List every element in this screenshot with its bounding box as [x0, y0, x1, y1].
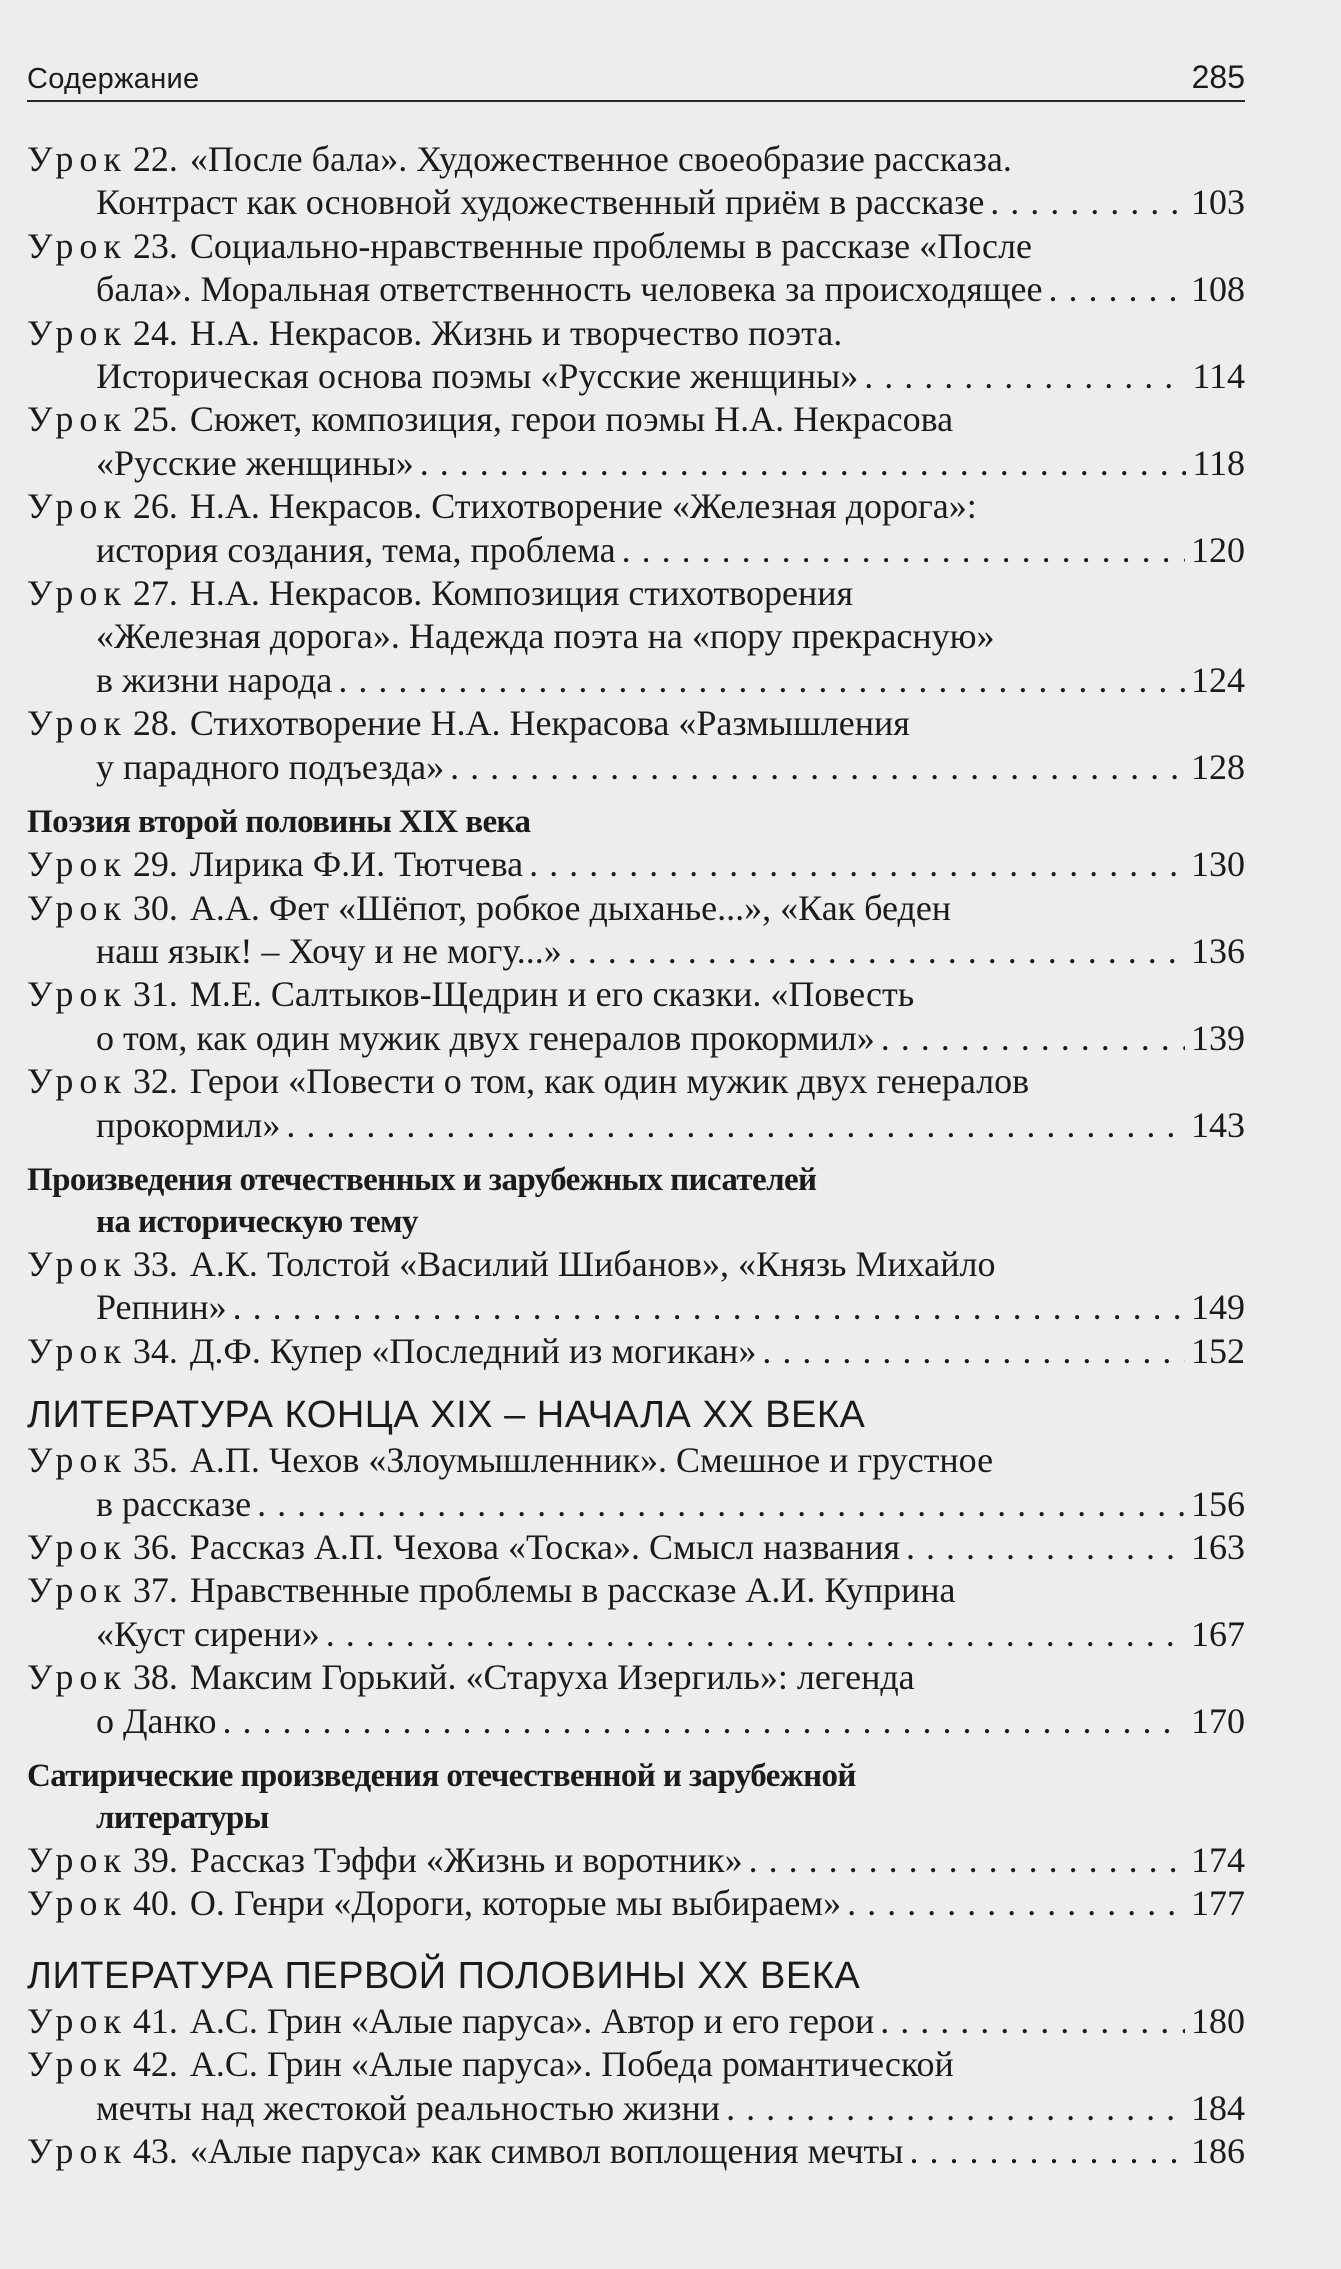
lesson-number: 38.: [132, 1657, 178, 1698]
subsection-heading: [27, 801, 1245, 843]
lesson-title-text: Герои «Повести о том, как один мужик двух генералов: [189, 1061, 1030, 1102]
lesson-title-text: Историческая основа поэмы «Русские женщины»: [96, 356, 859, 397]
toc-entry-line: [27, 1439, 1245, 1482]
subsection-heading-line: литературы: [96, 1800, 269, 1836]
toc-entry-line: [27, 1243, 1245, 1286]
entry-page-number: 174: [1191, 1840, 1245, 1880]
toc-entry: [27, 1526, 1245, 1569]
toc-entry-line: [27, 485, 1245, 528]
major-section-heading: ЛИТЕРАТУРА КОНЦА XIX – НАЧАЛА XX ВЕКА: [27, 1394, 866, 1437]
entry-page-number: 124: [1191, 659, 1245, 700]
toc-entry: [27, 1060, 1245, 1147]
lesson-label: Урок: [27, 2131, 127, 2172]
lesson-title-text: А.С. Грин «Алые паруса». Автор и его герои: [189, 2000, 875, 2041]
entry-page-number: 152: [1191, 1330, 1245, 1371]
toc-entry: [27, 2043, 1245, 2130]
toc-entry-line: [27, 843, 1245, 886]
toc-entry-line: [27, 529, 1245, 572]
lesson-number: 22.: [132, 139, 178, 179]
lesson-title-text: Н.А. Некрасов. Жизнь и творчество поэта.: [189, 312, 843, 353]
toc-entry: [27, 973, 1245, 1060]
toc-entry-line: [27, 268, 1245, 311]
toc-entry: [27, 572, 1245, 702]
lesson-label: Урок: [27, 2044, 127, 2085]
lesson-label: Урок: [27, 1330, 127, 1371]
toc-entry-line: [27, 973, 1245, 1016]
dot-leader: [864, 355, 1186, 398]
lesson-title-text: Максим Горький. «Старуха Изергиль»: легенда: [189, 1657, 915, 1698]
page-number: 285: [1191, 59, 1245, 95]
toc-entry-line: [27, 702, 1245, 745]
dot-leader: [847, 1882, 1185, 1925]
lesson-number: 41.: [132, 2000, 178, 2041]
entry-page-number: 143: [1191, 1104, 1245, 1145]
toc-entry-line: [27, 1330, 1245, 1373]
dot-leader: [762, 1330, 1185, 1373]
toc-entry-line: [27, 1483, 1245, 1526]
toc-entry-line: [27, 138, 1245, 181]
toc-entry: [27, 1656, 1245, 1743]
lesson-label: Урок: [27, 1657, 127, 1698]
entry-page-number: 180: [1191, 2000, 1245, 2041]
lesson-number: 28.: [132, 703, 178, 744]
lesson-label: Урок: [27, 844, 127, 885]
toc-entry: [27, 312, 1245, 399]
toc-entry-line: [27, 746, 1245, 789]
lesson-label: Урок: [27, 1840, 127, 1880]
lesson-title-text: бала». Моральная ответственность человека за происходящее: [96, 269, 1043, 310]
toc-entry-line: [27, 1882, 1245, 1925]
lesson-title-text: Социально-нравственные проблемы в рассказе «После: [189, 225, 1032, 266]
lesson-title-text: Рассказ Тэффи «Жизнь и воротник»: [189, 1840, 743, 1880]
dot-leader: [338, 659, 1185, 702]
lesson-title-text: Рассказ А.П. Чехова «Тоска». Смысл названия: [189, 1526, 901, 1567]
lesson-title-text: А.К. Толстой «Василий Шибанов», «Князь Михайло: [189, 1243, 996, 1284]
section-title: Содержание: [27, 63, 200, 95]
toc-entry-line: [27, 887, 1245, 930]
lesson-label: Урок: [27, 573, 127, 614]
dot-leader: [326, 1613, 1185, 1656]
lesson-number: 43.: [132, 2131, 178, 2172]
lesson-title-text: Контраст как основной художественный приём в рассказе: [96, 182, 985, 223]
toc-entry: [27, 887, 1245, 974]
toc-entry-line: [27, 1613, 1245, 1656]
dot-leader: [749, 1839, 1185, 1882]
dot-leader: [909, 2130, 1185, 2173]
lesson-number: 32.: [132, 1061, 178, 1102]
entry-page-number: 114: [1192, 356, 1245, 397]
toc-entry-line: [27, 1104, 1245, 1147]
toc-entry: [27, 1569, 1245, 1656]
table-of-contents: [27, 138, 1245, 2173]
entry-page-number: 130: [1191, 844, 1245, 885]
entry-page-number: 139: [1191, 1017, 1245, 1058]
lesson-title-text: о том, как один мужик двух генералов прокормил»: [96, 1017, 875, 1058]
toc-entry: [27, 1243, 1245, 1330]
toc-entry: [27, 702, 1245, 789]
dot-leader: [286, 1104, 1185, 1147]
toc-entry-line: [27, 442, 1245, 485]
lesson-number: 35.: [132, 1440, 178, 1481]
lesson-title-text: Н.А. Некрасов. Композиция стихотворения: [189, 573, 854, 614]
toc-entry-line: [27, 2000, 1245, 2043]
toc-entry: [27, 1439, 1245, 1526]
lesson-label: Урок: [27, 1061, 127, 1102]
lesson-number: 36.: [132, 1526, 178, 1567]
lesson-title-text: в рассказе: [96, 1483, 252, 1524]
lesson-label: Урок: [27, 1883, 127, 1924]
lesson-label: Урок: [27, 1243, 127, 1284]
lesson-title-text: Сюжет, композиция, герои поэмы Н.А. Некрасова: [189, 399, 954, 440]
entry-page-number: 120: [1191, 529, 1245, 570]
toc-entry-line: [27, 312, 1245, 355]
toc-entry-line: [27, 1526, 1245, 1569]
toc-entry-line: [27, 355, 1245, 398]
lesson-label: Урок: [27, 1526, 127, 1567]
toc-entry: [27, 485, 1245, 572]
dot-leader: [990, 181, 1185, 224]
dot-leader: [906, 1526, 1185, 1569]
dot-leader: [257, 1483, 1185, 1526]
lesson-label: Урок: [27, 1440, 127, 1481]
lesson-label: Урок: [27, 1570, 127, 1611]
lesson-number: 30.: [132, 887, 178, 928]
lesson-label: Урок: [27, 486, 127, 527]
dot-leader: [622, 529, 1185, 572]
lesson-title-text: прокормил»: [96, 1104, 281, 1145]
entry-page-number: 108: [1191, 269, 1245, 310]
dot-leader: [1049, 268, 1186, 311]
lesson-title-text: «После бала». Художественное своеобразие рассказа.: [189, 139, 1012, 179]
toc-entry-line: [27, 225, 1245, 268]
toc-entry-line: [27, 2130, 1245, 2173]
lesson-title-text: история создания, тема, проблема: [96, 529, 616, 570]
lesson-title-text: «Алые паруса» как символ воплощения мечты: [189, 2131, 904, 2172]
toc-entry-line: [27, 1060, 1245, 1103]
lesson-title-text: А.С. Грин «Алые паруса». Победа романтической: [189, 2044, 954, 2085]
toc-entry-line: [27, 398, 1245, 441]
lesson-title-text: о Данко: [96, 1700, 217, 1741]
dot-leader: [450, 746, 1185, 789]
lesson-label: Урок: [27, 399, 127, 440]
subsection-heading-line: Сатирические произведения отечественной и зарубежной: [27, 1758, 856, 1794]
lesson-number: 25.: [132, 399, 178, 440]
entry-page-number: 149: [1191, 1287, 1245, 1328]
entry-page-number: 167: [1191, 1613, 1245, 1654]
entry-page-number: 103: [1191, 182, 1245, 223]
dot-leader: [880, 2000, 1185, 2043]
lesson-title-text: мечты над жестокой реальностью жизни: [96, 2087, 721, 2128]
entry-page-number: 170: [1191, 1700, 1245, 1741]
lesson-label: Урок: [27, 703, 127, 744]
toc-entry: [27, 1882, 1245, 1925]
lesson-title-text: А.А. Фет «Шёпот, робкое дыханье...», «Как беден: [189, 887, 952, 928]
major-section-heading: ЛИТЕРАТУРА ПЕРВОЙ ПОЛОВИНЫ XX ВЕКА: [27, 1954, 861, 1997]
dot-leader: [726, 2087, 1185, 2130]
lesson-title-text: О. Генри «Дороги, которые мы выбираем»: [189, 1883, 842, 1924]
subsection-heading: [27, 1159, 1245, 1243]
running-header: [27, 52, 1245, 102]
entry-page-number: 186: [1191, 2131, 1245, 2172]
lesson-number: 24.: [132, 312, 178, 353]
dot-leader: [529, 843, 1185, 886]
lesson-title-text: Стихотворение Н.А. Некрасова «Размышления: [189, 703, 910, 744]
entry-page-number: 136: [1191, 930, 1245, 971]
toc-entry: [27, 1330, 1245, 1373]
lesson-number: 26.: [132, 486, 178, 527]
toc-entry-line: [27, 2043, 1245, 2086]
lesson-title-text: Д.Ф. Купер «Последний из могикан»: [189, 1330, 757, 1371]
lesson-label: Урок: [27, 2000, 127, 2041]
lesson-label: Урок: [27, 974, 127, 1015]
lesson-label: Урок: [27, 887, 127, 928]
lesson-title-text: Репнин»: [96, 1287, 227, 1328]
dot-leader: [233, 1286, 1185, 1329]
dot-leader: [222, 1700, 1185, 1743]
lesson-number: 29.: [132, 844, 178, 885]
toc-entry-line: [27, 930, 1245, 973]
lesson-number: 42.: [132, 2044, 178, 2085]
lesson-number: 31.: [132, 974, 178, 1015]
entry-page-number: 118: [1192, 442, 1245, 483]
lesson-title-text: «Железная дорога». Надежда поэта на «пору прекрасную»: [96, 616, 995, 657]
lesson-label: Урок: [27, 139, 127, 179]
lesson-label: Урок: [27, 312, 127, 353]
lesson-title-text: Лирика Ф.И. Тютчева: [189, 844, 524, 885]
subsection-heading-line: на историческую тему: [96, 1203, 418, 1240]
toc-entry-line: [27, 1017, 1245, 1060]
lesson-number: 27.: [132, 573, 178, 614]
subsection-heading: [27, 1755, 1245, 1839]
toc-entry: [27, 1839, 1245, 1882]
lesson-title-text: Н.А. Некрасов. Стихотворение «Железная дорога»:: [189, 486, 977, 527]
toc-entry-line: [27, 181, 1245, 224]
toc-entry-line: [27, 572, 1245, 615]
dot-leader: [420, 442, 1187, 485]
lesson-title-text: «Куст сирени»: [96, 1613, 320, 1654]
lesson-title-text: А.П. Чехов «Злоумышленник». Смешное и грустное: [189, 1440, 994, 1481]
toc-entry-line: [27, 659, 1245, 702]
subsection-heading-line: Произведения отечественных и зарубежных писателей: [27, 1161, 817, 1198]
toc-entry-line: [27, 1700, 1245, 1743]
toc-entry: [27, 843, 1245, 886]
lesson-number: 40.: [132, 1883, 178, 1924]
toc-entry: [27, 2130, 1245, 2173]
lesson-title-text: наш язык! – Хочу и не могу...»: [96, 930, 562, 971]
lesson-title-text: М.Е. Салтыков-Щедрин и его сказки. «Повесть: [189, 974, 915, 1015]
toc-entry-line: [27, 1286, 1245, 1329]
toc-entry: [27, 138, 1245, 225]
lesson-title-text: в жизни народа: [96, 659, 333, 700]
lesson-number: 39.: [132, 1840, 178, 1880]
toc-entry: [27, 2000, 1245, 2043]
entry-page-number: 177: [1191, 1883, 1245, 1924]
toc-entry-line: [27, 615, 1245, 658]
entry-page-number: 184: [1191, 2087, 1245, 2128]
lesson-label: Урок: [27, 225, 127, 266]
dot-leader: [881, 1017, 1185, 1060]
lesson-number: 34.: [132, 1330, 178, 1371]
toc-entry-line: [27, 2087, 1245, 2130]
toc-entry: [27, 225, 1245, 312]
entry-page-number: 156: [1191, 1483, 1245, 1524]
dot-leader: [568, 930, 1185, 973]
entry-page-number: 128: [1191, 746, 1245, 787]
entry-page-number: 163: [1191, 1526, 1245, 1567]
lesson-number: 33.: [132, 1243, 178, 1284]
toc-entry: [27, 398, 1245, 485]
lesson-title-text: у парадного подъезда»: [96, 746, 445, 787]
subsection-heading-line: Поэзия второй половины XIX века: [27, 804, 531, 841]
lesson-number: 37.: [132, 1570, 178, 1611]
lesson-title-text: «Русские женщины»: [96, 442, 414, 483]
toc-entry-line: [27, 1569, 1245, 1612]
toc-entry-line: [27, 1656, 1245, 1699]
lesson-title-text: Нравственные проблемы в рассказе А.И. Куприна: [189, 1570, 956, 1611]
lesson-number: 23.: [132, 225, 178, 266]
toc-entry-line: [27, 1839, 1245, 1882]
